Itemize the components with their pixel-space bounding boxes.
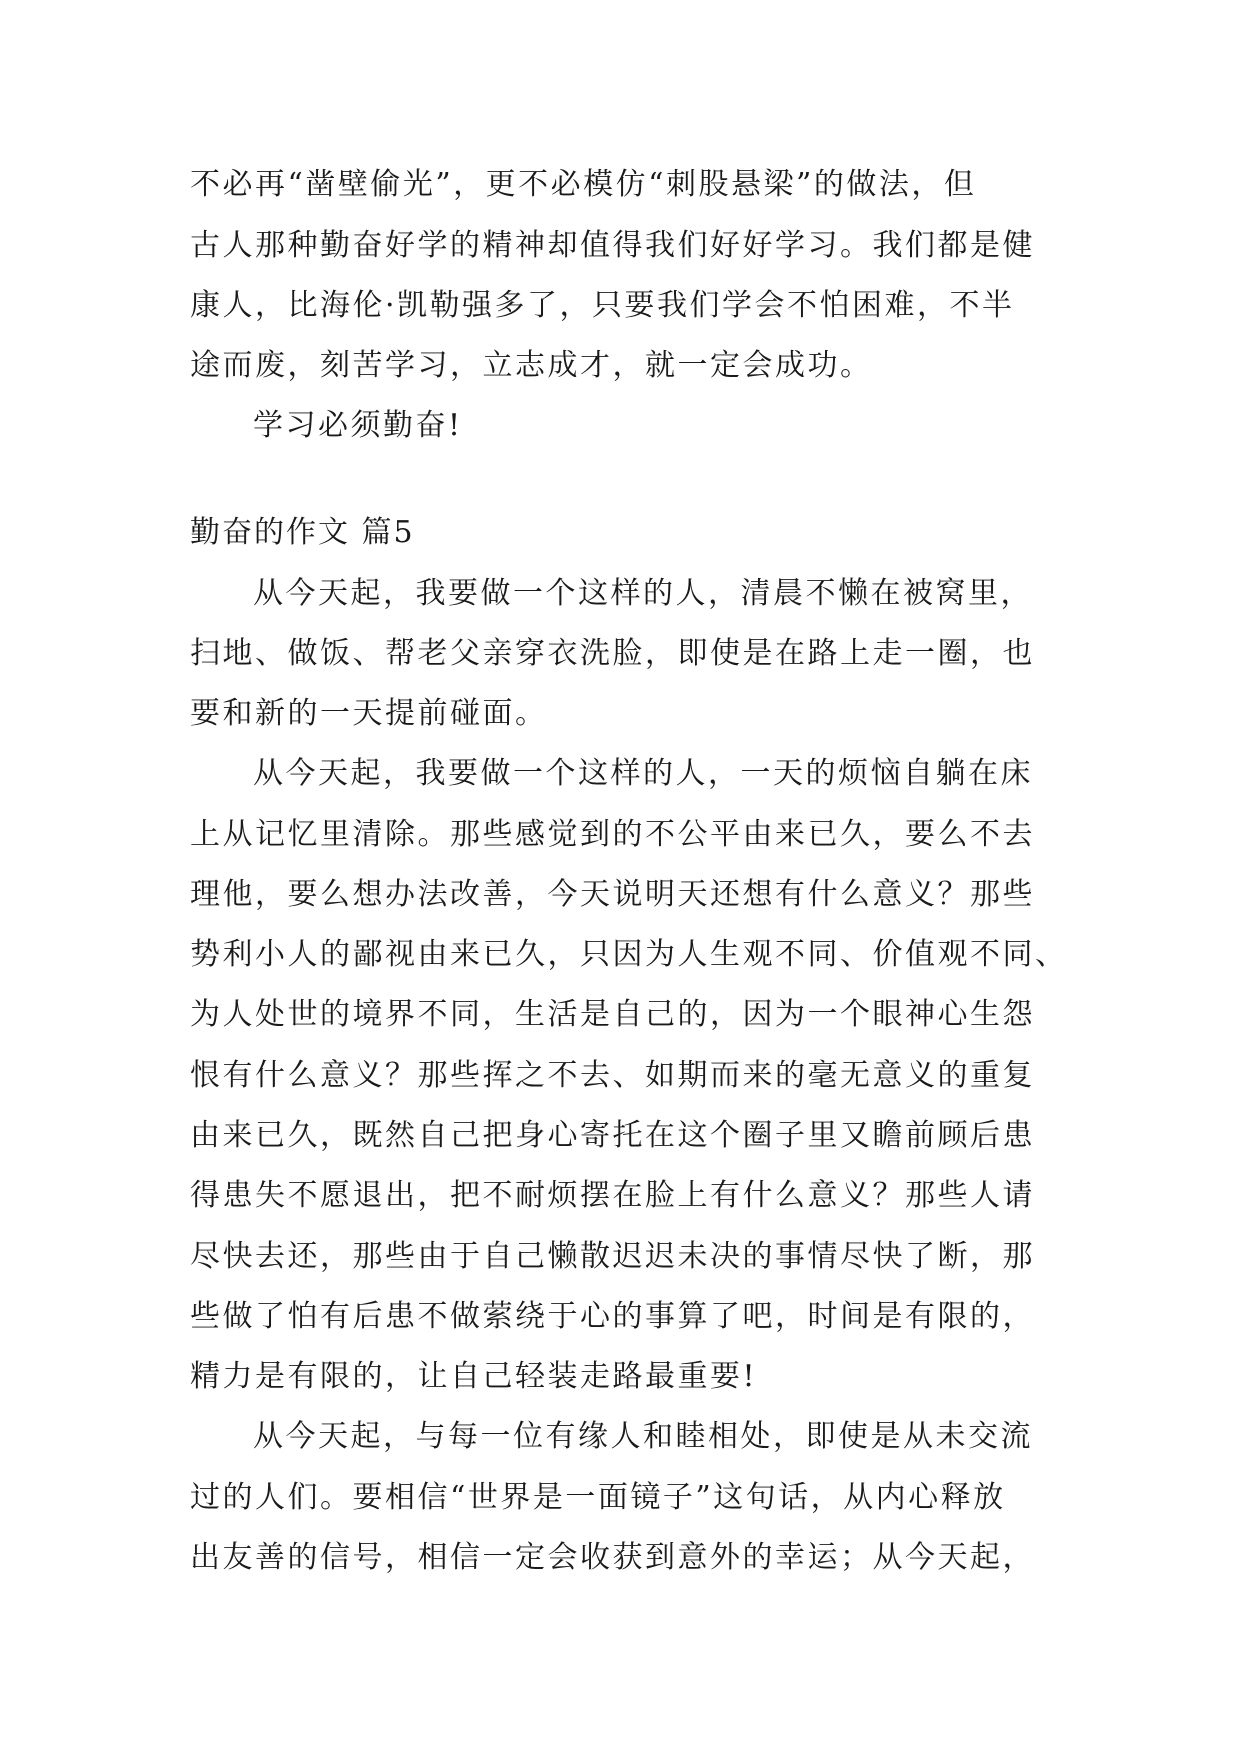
paragraph-line: 从今天起，与每一位有缘人和睦相处，即使是从未交流 <box>253 1419 1033 1454</box>
paragraph-line: 途而废，刻苦学习，立志成才，就一定会成功。 <box>190 348 873 383</box>
paragraph-line: 理他，要么想办法改善，今天说明天还想有什么意义？那些 <box>190 877 1035 912</box>
paragraph-line: 尽快去还，那些由于自己懒散迟迟未决的事情尽快了断，那 <box>190 1239 1035 1274</box>
paragraph-line: 过的人们。要相信“世界是一面镜子”这句话，从内心释放 <box>190 1480 1006 1515</box>
paragraph-line: 些做了怕有后患不做萦绕于心的事算了吧，时间是有限的， <box>190 1299 1035 1334</box>
paragraph-line: 精力是有限的，让自己轻装走路最重要! <box>190 1359 758 1394</box>
paragraph-line: 恨有什么意义？那些挥之不去、如期而来的毫无意义的重复 <box>190 1058 1035 1093</box>
paragraph-line: 学习必须勤奋! <box>253 408 463 443</box>
paragraph-line: 扫地、做饭、帮老父亲穿衣洗脸，即使是在路上走一圈，也 <box>190 636 1035 671</box>
paragraph-line: 势利小人的鄙视由来已久，只因为人生观不同、价值观不同、 <box>190 937 1068 972</box>
paragraph-line: 由来已久，既然自己把身心寄托在这个圈子里又瞻前顾后患 <box>190 1118 1035 1153</box>
paragraph-line: 要和新的一天提前碰面。 <box>190 696 548 731</box>
paragraph-line: 为人处世的境界不同，生活是自己的，因为一个眼神心生怨 <box>190 997 1035 1032</box>
paragraph-line: 不必再“凿壁偷光”，更不必模仿“刺股悬梁”的做法，但 <box>190 167 977 202</box>
paragraph-line: 从今天起，我要做一个这样的人，清晨不懒在被窝里， <box>253 576 1033 611</box>
paragraph-line: 古人那种勤奋好学的精神却值得我们好好学习。我们都是健 <box>190 228 1035 263</box>
paragraph-line: 康人，比海伦·凯勒强多了，只要我们学会不怕困难，不半 <box>190 288 1015 323</box>
paragraph-line: 得患失不愿退出，把不耐烦摆在脸上有什么意义？那些人请 <box>190 1178 1035 1213</box>
paragraph-line: 上从记忆里清除。那些感觉到的不公平由来已久，要么不去 <box>190 817 1035 852</box>
paragraph-line: 出友善的信号，相信一定会收获到意外的幸运；从今天起， <box>190 1540 1035 1575</box>
paragraph-line: 从今天起，我要做一个这样的人，一天的烦恼自躺在床 <box>253 756 1033 791</box>
section-heading: 勤奋的作文 篇5 <box>190 515 415 550</box>
